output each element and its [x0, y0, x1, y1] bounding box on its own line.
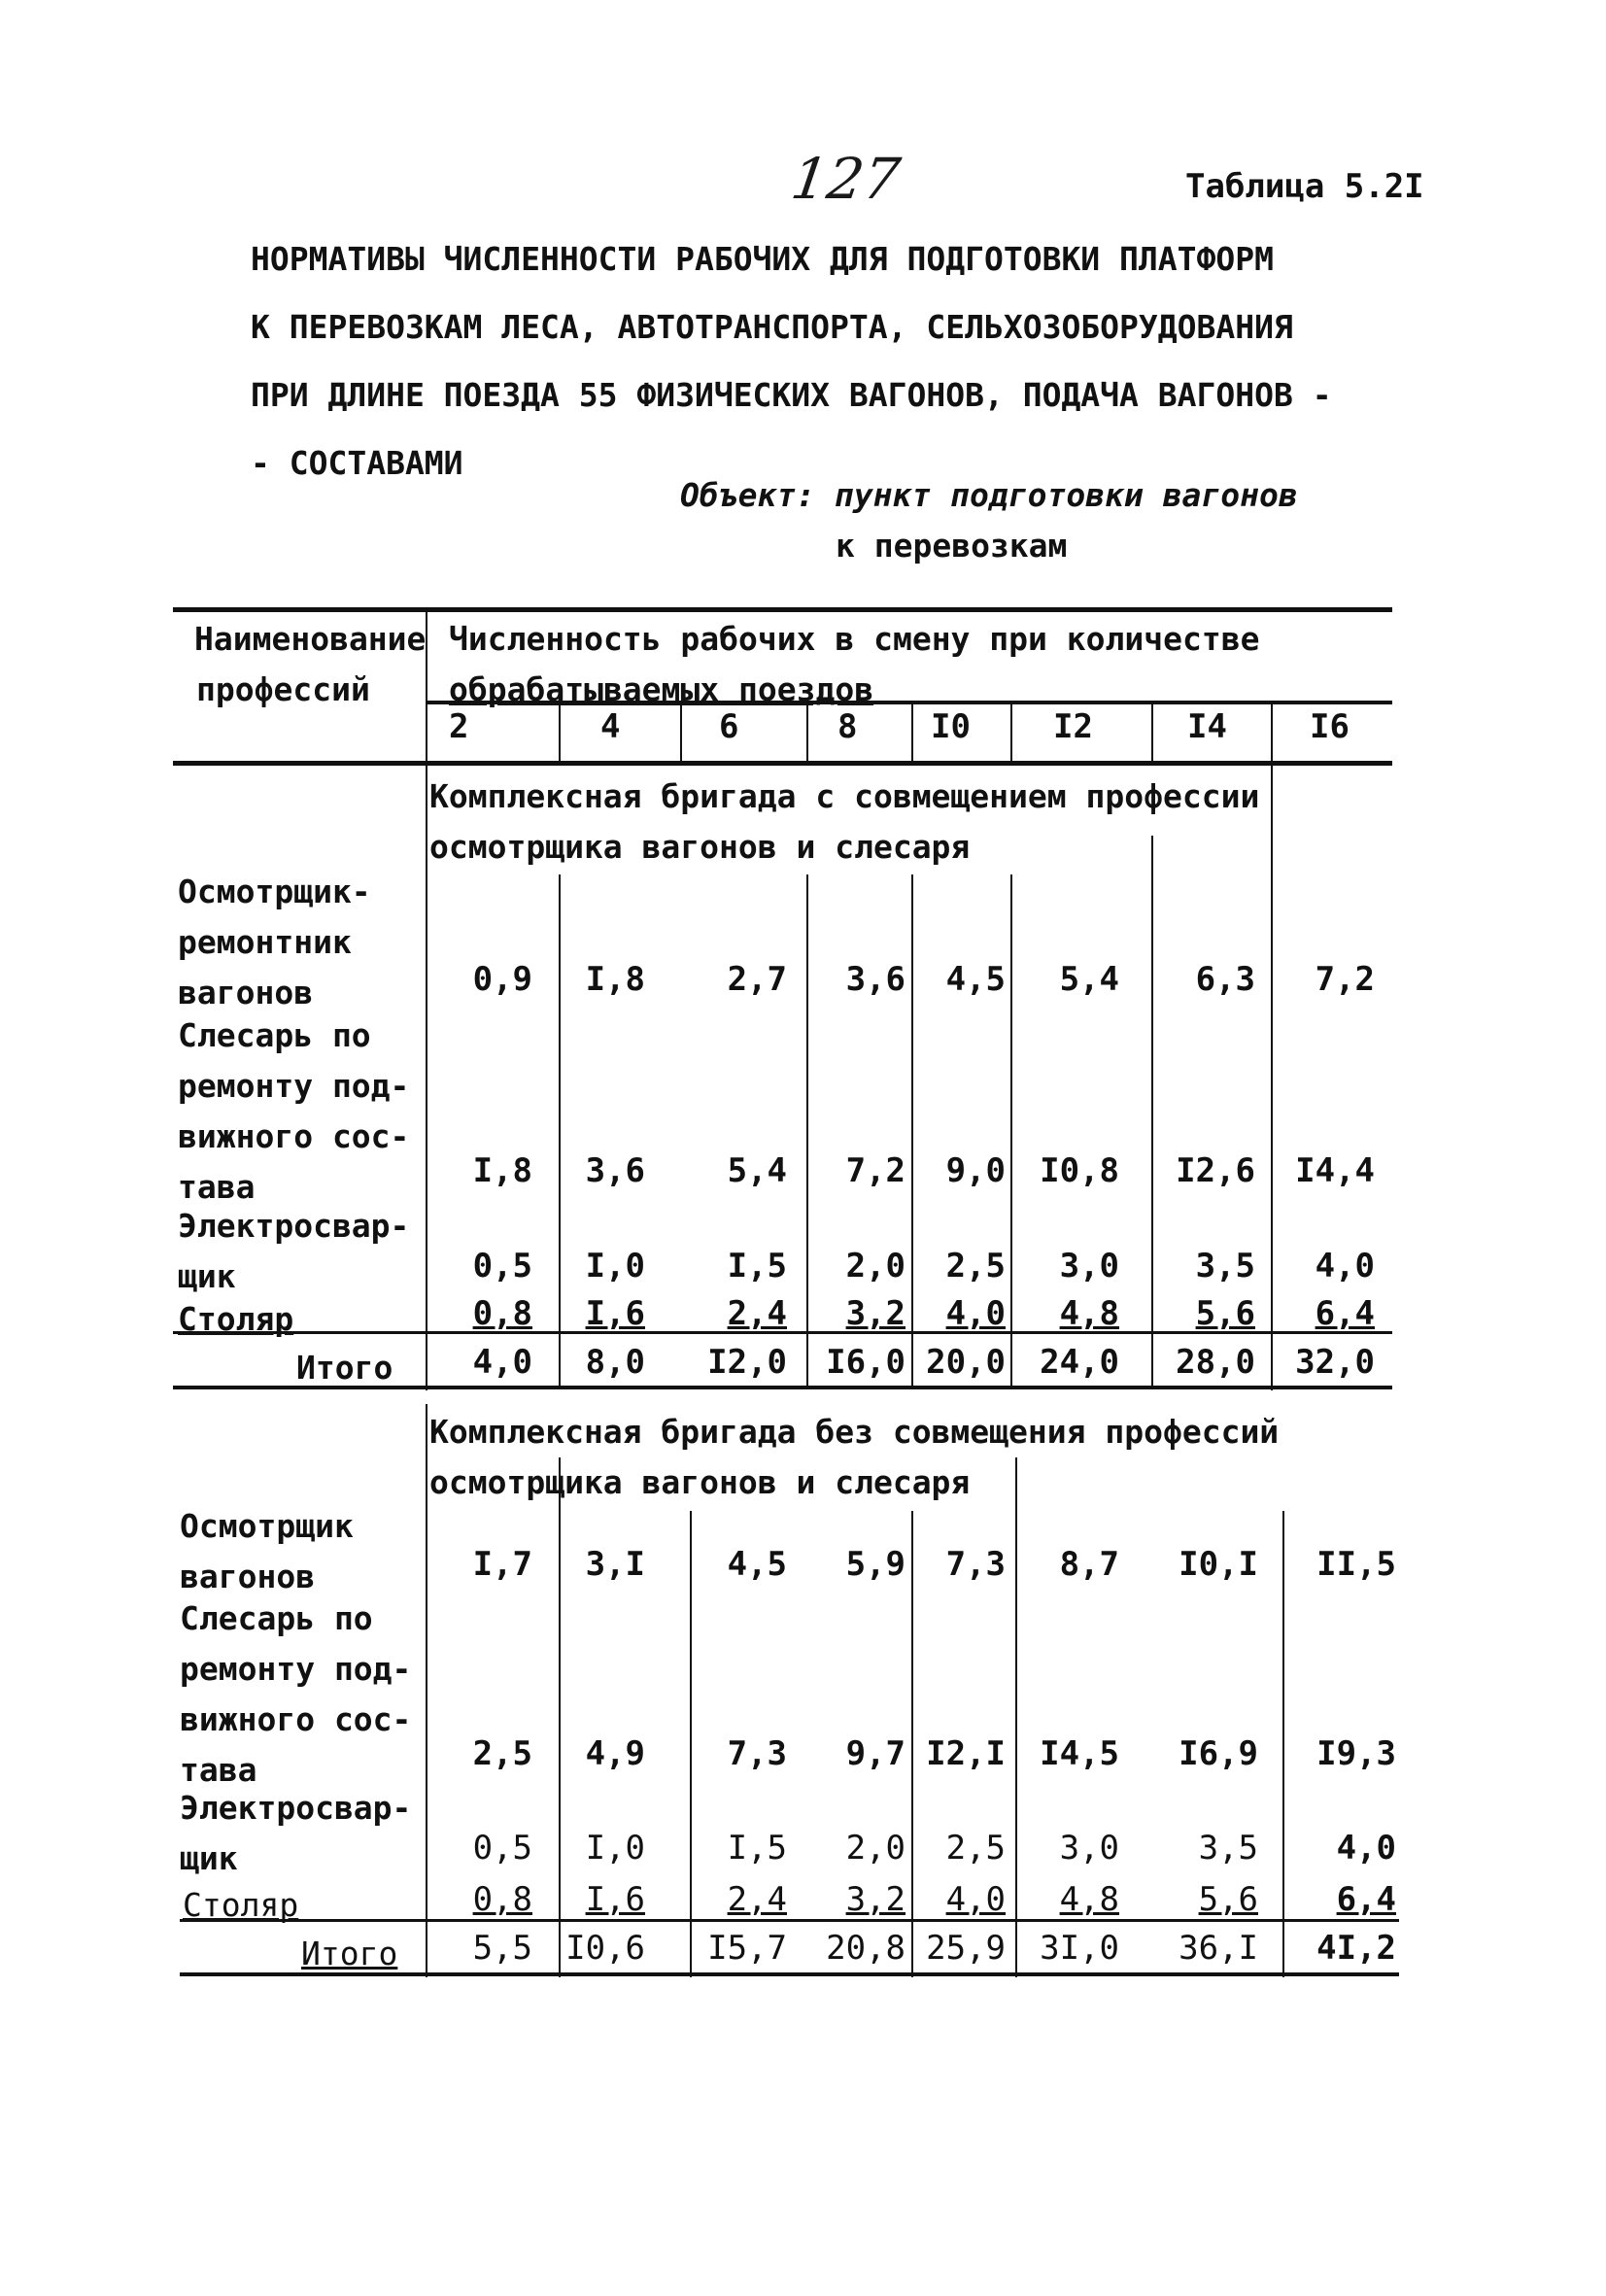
- total-cell: I2,0: [707, 1343, 787, 1382]
- table-top-rule: [173, 607, 1392, 612]
- column-header: I2: [1053, 707, 1093, 746]
- value-cell: 2,0: [845, 1247, 906, 1285]
- total-cell: 20,8: [826, 1929, 906, 1968]
- value-cell: I0,I: [1179, 1545, 1258, 1584]
- value-cell: 2,4: [727, 1880, 787, 1919]
- value-cell: 3,5: [1195, 1247, 1255, 1285]
- row-label-line: Слесарь по: [180, 1599, 373, 1637]
- profession-header-line: профессий: [196, 670, 370, 708]
- value-cell: 5,4: [1059, 960, 1119, 999]
- value-cell: 2,5: [945, 1247, 1006, 1285]
- row-label: Столяр: [178, 1300, 294, 1338]
- value-cell: 0,8: [472, 1294, 532, 1333]
- row-label-line: ремонтник: [178, 923, 352, 961]
- value-cell: I,6: [585, 1294, 645, 1333]
- section1-title: [429, 771, 1259, 873]
- row-label-line: щик: [178, 1257, 236, 1295]
- total-cell: I6,0: [826, 1343, 906, 1382]
- value-cell: 3,2: [845, 1294, 906, 1333]
- row-label: [180, 1593, 411, 1796]
- value-cell: 8,7: [1059, 1545, 1119, 1584]
- row-label-line: ремонту под-: [180, 1650, 412, 1688]
- total-cell: 28,0: [1176, 1343, 1255, 1382]
- profession-header-line: Наименование: [194, 620, 427, 658]
- row-label-line: Электросвар-: [178, 1207, 410, 1245]
- section2-title-line: осмотрщика вагонов и слесаря: [429, 1463, 971, 1501]
- total-cell: 36,I: [1179, 1929, 1258, 1968]
- object-line: Объект: пункт подготовки вагонов: [680, 476, 1298, 514]
- value-cell: 6,3: [1195, 960, 1255, 999]
- value-cell: 4,0: [945, 1294, 1006, 1333]
- column-header: I0: [931, 707, 971, 746]
- title-line: НОРМАТИВЫ ЧИСЛЕННОСТИ РАБОЧИХ ДЛЯ ПОДГОТОВКИ ПЛАТФОРМ: [251, 240, 1274, 278]
- column-header: I6: [1310, 707, 1350, 746]
- value-cell: 6,4: [1315, 1294, 1375, 1333]
- workers-header-line: Численность рабочих в смену при количестве: [449, 620, 1260, 658]
- value-cell: 4,0: [945, 1880, 1006, 1919]
- row-label: [180, 1501, 354, 1602]
- total-label: Итого: [301, 1935, 398, 1972]
- total-cell: 4I,2: [1316, 1929, 1396, 1968]
- workers-header: [449, 614, 1259, 715]
- value-cell: 5,9: [845, 1545, 906, 1584]
- value-cell: I,7: [472, 1545, 532, 1584]
- value-cell: 3,0: [1059, 1829, 1119, 1868]
- table-id: Таблица 5.2I: [1185, 167, 1424, 206]
- profession-header: [194, 614, 426, 715]
- row-label: [178, 1011, 409, 1213]
- value-cell: 5,4: [727, 1151, 787, 1190]
- column-header: 4: [600, 707, 621, 746]
- total-cell: 20,0: [926, 1343, 1006, 1382]
- value-cell: 3,6: [845, 960, 906, 999]
- column-separator: [1271, 703, 1273, 763]
- total-label: Итого: [296, 1349, 393, 1387]
- value-cell: I,8: [472, 1151, 532, 1190]
- value-cell: I,8: [585, 960, 645, 999]
- column-header: 2: [449, 707, 469, 746]
- section2-title-line: Комплексная бригада без совмещения профессий: [429, 1413, 1280, 1451]
- value-cell: II,5: [1316, 1545, 1396, 1584]
- row-label-line: тава: [178, 1168, 256, 1206]
- row-label-line: вагонов: [180, 1558, 316, 1595]
- value-cell: I0,8: [1040, 1151, 1119, 1190]
- object-line: к перевозкам: [836, 527, 1068, 565]
- total-cell: I0,6: [565, 1929, 645, 1968]
- row-label-line: щик: [180, 1839, 238, 1877]
- value-cell: 2,7: [727, 960, 787, 999]
- value-cell: 3,I: [585, 1545, 645, 1584]
- value-cell: I,5: [727, 1247, 787, 1285]
- row-label-line: ремонту под-: [178, 1067, 410, 1105]
- total-cell: I5,7: [707, 1929, 787, 1968]
- row-label-line: Электросвар-: [180, 1789, 412, 1827]
- value-cell: I6,9: [1179, 1734, 1258, 1773]
- value-cell: 2,5: [945, 1829, 1006, 1868]
- row-label-line: вижного сос-: [180, 1700, 412, 1738]
- value-cell: 7,3: [945, 1545, 1006, 1584]
- value-cell: 4,8: [1059, 1294, 1119, 1333]
- value-cell: 4,0: [1315, 1247, 1375, 1285]
- section1-title-line: осмотрщика вагонов и слесаря: [429, 828, 971, 866]
- value-cell: 7,2: [1315, 960, 1375, 999]
- value-cell: 3,6: [585, 1151, 645, 1190]
- table-title: [251, 225, 1417, 497]
- value-cell: 9,7: [845, 1734, 906, 1773]
- value-cell: 0,9: [472, 960, 532, 999]
- row-label: [178, 867, 371, 1018]
- page-number: 127: [787, 146, 905, 212]
- value-cell: 4,0: [1336, 1829, 1396, 1868]
- value-cell: 2,4: [727, 1294, 787, 1333]
- total-cell: 3I,0: [1040, 1929, 1119, 1968]
- value-cell: I,0: [585, 1247, 645, 1285]
- title-line: ПРИ ДЛИНЕ ПОЕЗДА 55 ФИЗИЧЕСКИХ ВАГОНОВ, ПОДАЧА ВАГОНОВ -: [251, 376, 1332, 414]
- section2-total-rule: [180, 1919, 1399, 1922]
- total-cell: 4,0: [472, 1343, 532, 1382]
- total-cell: 25,9: [926, 1929, 1006, 1968]
- workers-header-line: обрабатываемых поездов: [449, 670, 874, 708]
- value-cell: 2,5: [472, 1734, 532, 1773]
- value-cell: 4,5: [727, 1545, 787, 1584]
- value-cell: 7,2: [845, 1151, 906, 1190]
- total-cell: 5,5: [472, 1929, 532, 1968]
- value-cell: 0,8: [472, 1880, 532, 1919]
- value-cell: 4,9: [585, 1734, 645, 1773]
- value-cell: 3,2: [845, 1880, 906, 1919]
- value-cell: I,6: [585, 1880, 645, 1919]
- row-label-line: тава: [180, 1751, 257, 1789]
- row-label-line: Осмотрщик: [180, 1507, 354, 1545]
- row-label: Столяр: [183, 1886, 299, 1924]
- row-label-line: вагонов: [178, 974, 314, 1011]
- row-label-line: Слесарь по: [178, 1016, 371, 1054]
- section2-title: [429, 1407, 1279, 1508]
- value-cell: I4,4: [1295, 1151, 1375, 1190]
- section1-title-line: Комплексная бригада с совмещением профессии: [429, 777, 1260, 815]
- value-cell: 4,5: [945, 960, 1006, 999]
- value-cell: 4,8: [1059, 1880, 1119, 1919]
- column-header: 8: [837, 707, 858, 746]
- value-cell: 5,6: [1195, 1294, 1255, 1333]
- value-cell: 9,0: [945, 1151, 1006, 1190]
- total-cell: 8,0: [585, 1343, 645, 1382]
- total-cell: 24,0: [1040, 1343, 1119, 1382]
- title-line: - СОСТАВАМИ: [251, 444, 463, 482]
- value-cell: I2,6: [1176, 1151, 1255, 1190]
- value-cell: 5,6: [1198, 1880, 1258, 1919]
- value-cell: 3,5: [1198, 1829, 1258, 1868]
- row-label: [178, 1201, 409, 1302]
- header-bottom-rule: [173, 761, 1392, 766]
- row-label-line: Осмотрщик-: [178, 873, 371, 910]
- column-header: I4: [1187, 707, 1227, 746]
- total-cell: 32,0: [1295, 1343, 1375, 1382]
- row-label-line: вижного сос-: [178, 1117, 410, 1155]
- column-header: 6: [719, 707, 739, 746]
- value-cell: 0,5: [472, 1829, 532, 1868]
- value-cell: I4,5: [1040, 1734, 1119, 1773]
- value-cell: 0,5: [472, 1247, 532, 1285]
- value-cell: I9,3: [1316, 1734, 1396, 1773]
- title-line: К ПЕРЕВОЗКАМ ЛЕСА, АВТОТРАНСПОРТА, СЕЛЬХОЗОБОРУДОВАНИЯ: [251, 308, 1293, 346]
- value-cell: I2,I: [926, 1734, 1006, 1773]
- value-cell: 2,0: [845, 1829, 906, 1868]
- row-label: [180, 1783, 411, 1884]
- object-caption: [680, 470, 1298, 571]
- value-cell: I,5: [727, 1829, 787, 1868]
- value-cell: 7,3: [727, 1734, 787, 1773]
- value-cell: I,0: [585, 1829, 645, 1868]
- value-cell: 6,4: [1336, 1880, 1396, 1919]
- value-cell: 3,0: [1059, 1247, 1119, 1285]
